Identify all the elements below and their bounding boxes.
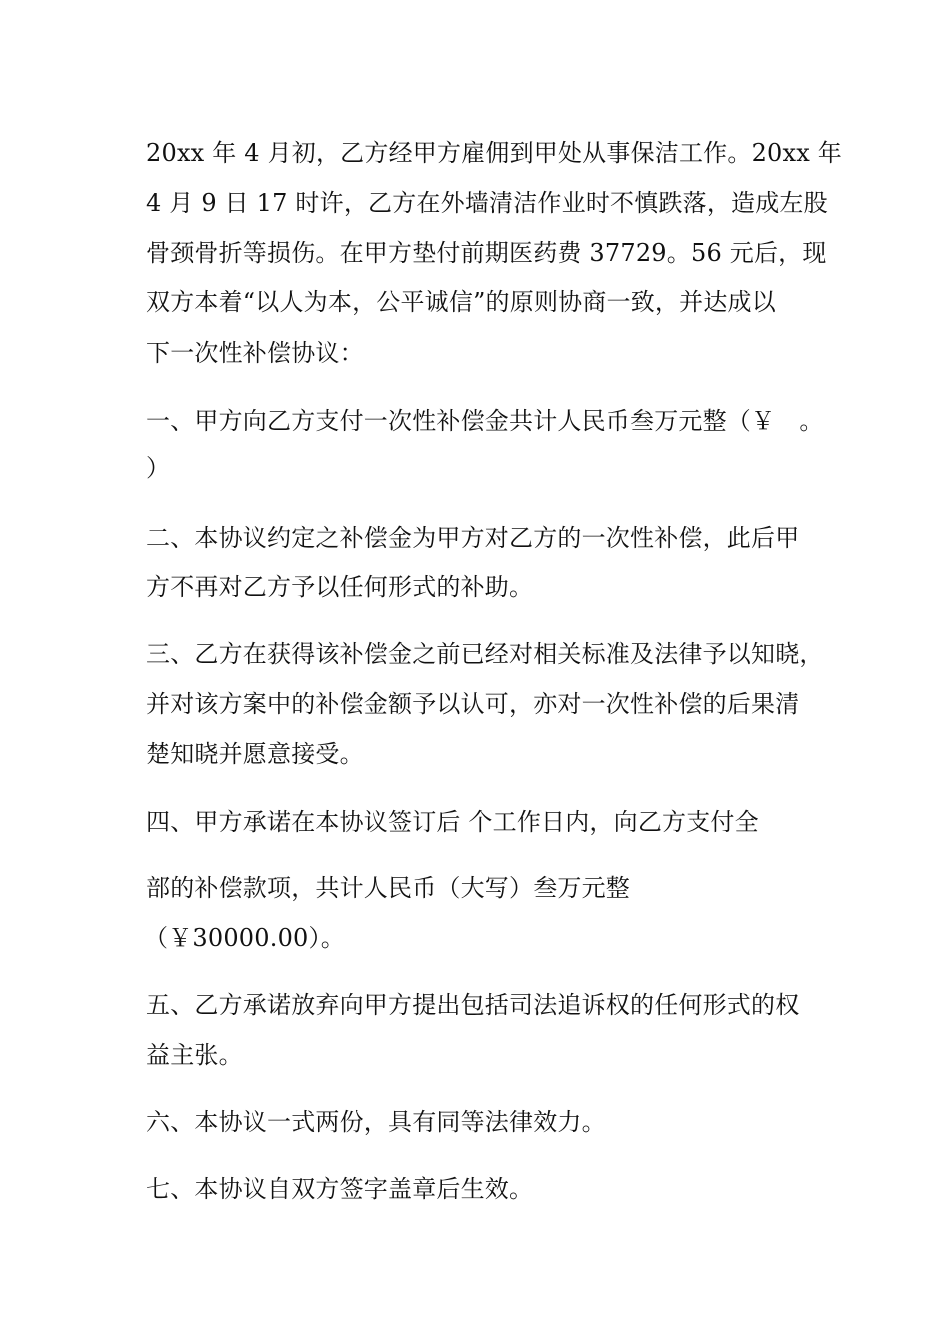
intro-line-4: 双方本着“以人为本，公平诚信”的原则协商一致，并达成以 [146, 288, 776, 316]
clause-7-line-1: 七、本协议自双方签字盖章后生效。 [146, 1175, 534, 1203]
clause-5-line-1: 五、乙方承诺放弃向甲方提出包括司法追诉权的任何形式的权 [146, 991, 800, 1019]
intro-line-1: 20xx 年 4 月初，乙方经甲方雇佣到甲处从事保洁工作。20xx 年 [146, 139, 843, 167]
intro-line-2: 4 月 9 日 17 时许，乙方在外墙清洁作业时不慎跌落，造成左股 [146, 189, 828, 217]
clause-2-line-2: 方不再对乙方予以任何形式的补助。 [146, 573, 534, 601]
clause-5-line-2: 益主张。 [146, 1041, 243, 1069]
clause-3-line-3: 楚知晓并愿意接受。 [146, 740, 364, 768]
clause-4-line-1: 四、甲方承诺在本协议签订后 个工作日内，向乙方支付全 [146, 808, 759, 836]
clause-4-line-3: （￥30000.00）。 [144, 924, 345, 952]
clause-1-line-2: ） [146, 454, 171, 482]
intro-line-3: 骨颈骨折等损伤。在甲方垫付前期医药费 37729。56 元后，现 [146, 239, 827, 267]
clause-1-line-1: 一、甲方向乙方支付一次性补偿金共计人民币叁万元整（￥ 。 [146, 407, 824, 435]
intro-line-5: 下一次性补偿协议： [146, 339, 364, 367]
clause-4-line-2: 部的补偿款项，共计人民币（大写）叁万元整 [146, 874, 630, 902]
clause-3-line-1: 三、乙方在获得该补偿金之前已经对相关标准及法律予以知晓， [146, 640, 824, 668]
clause-3-line-2: 并对该方案中的补偿金额予以认可，亦对一次性补偿的后果清 [146, 690, 800, 718]
clause-2-line-1: 二、本协议约定之补偿金为甲方对乙方的一次性补偿，此后甲 [146, 524, 800, 552]
clause-6-line-1: 六、本协议一式两份，具有同等法律效力。 [146, 1108, 606, 1136]
